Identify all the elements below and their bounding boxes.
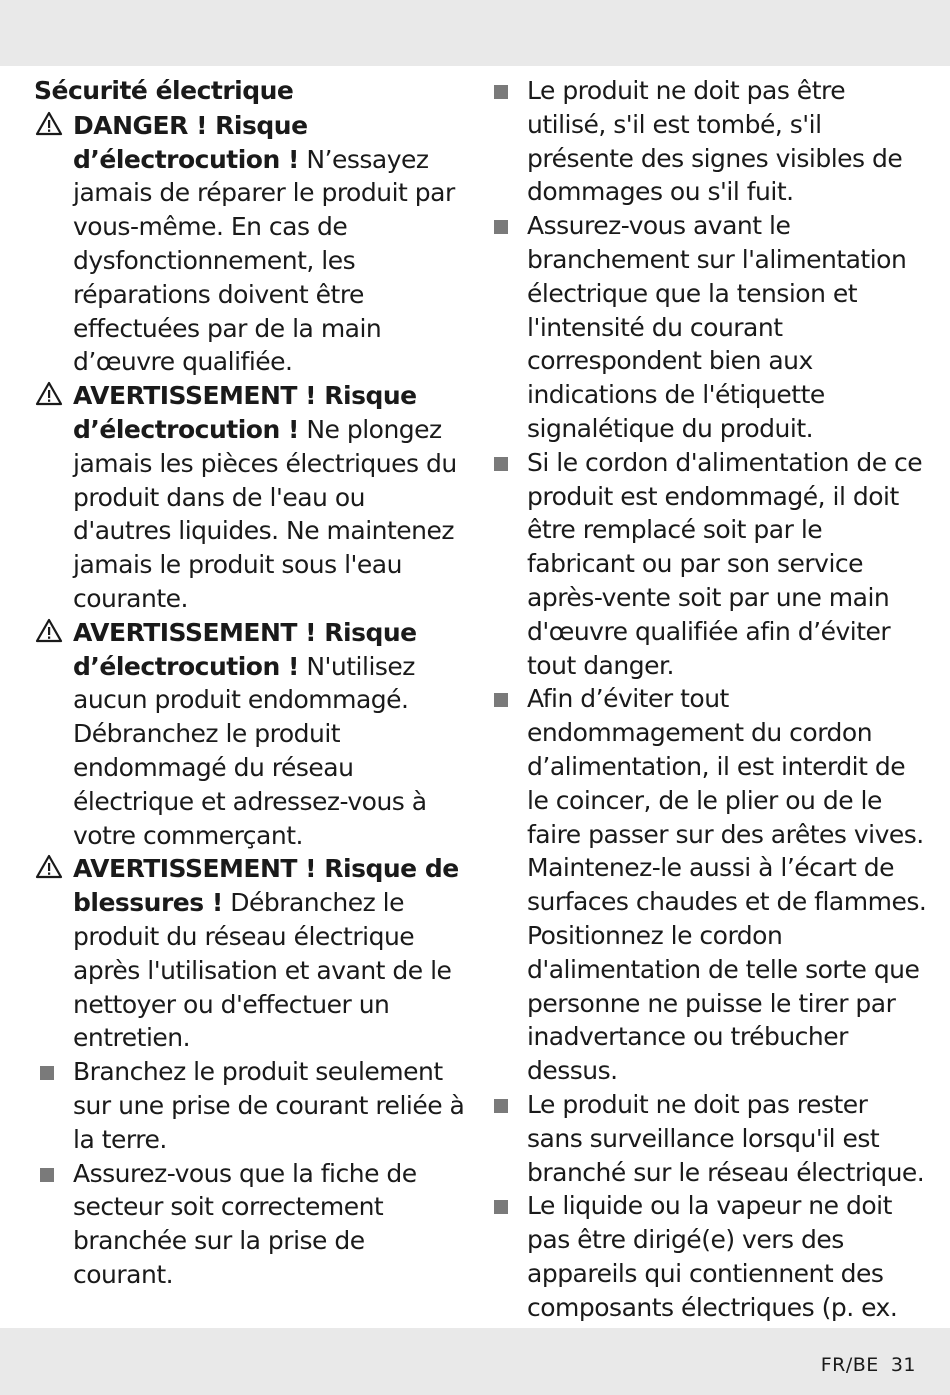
- warning-label: AVERTISSEMENT ! Risque de blessures !: [73, 854, 459, 918]
- bullet-item: [488, 74, 928, 209]
- bullet-text: Si le cordon d'alimentation de ce produit est endommagé, il doit être remplacé soit par le fabricant ou par son service après-vente soit par une main d'œuvre qualifiée afin d’éviter tout danger.: [527, 447, 923, 680]
- warning-text: [73, 618, 427, 850]
- left-column: [34, 74, 466, 1292]
- warning-text: [73, 111, 455, 377]
- warning-label: AVERTISSEMENT ! Risque d’électrocution !: [73, 617, 417, 681]
- bullet-text: Le liquide ou la vapeur ne doit pas être dirigé(e) vers des appareils qui contiennent des composants électriques (p. ex.: [527, 1191, 898, 1322]
- warning-item: [34, 852, 466, 1055]
- square-bullet-icon: [494, 1099, 508, 1113]
- bullet-item: [488, 1088, 928, 1189]
- square-bullet-icon: [494, 1200, 508, 1214]
- square-bullet-icon: [494, 693, 508, 707]
- warning-label: AVERTISSEMENT ! Risque d’électrocution !: [73, 381, 417, 444]
- bullet-item: [488, 682, 928, 1088]
- square-bullet-icon: [494, 85, 508, 99]
- warning-triangle-icon: [34, 616, 68, 649]
- warning-item: [34, 109, 466, 379]
- right-column: [488, 74, 928, 1358]
- bullet-text: Branchez le produit seulement sur une prise de courant reliée à la terre.: [73, 1057, 465, 1154]
- bullet-text: Assurez-vous avant le branchement sur l'alimentation électrique que la tension et l'intensité du courant correspondent bien aux indications de l'étiquette signalétique du produit.: [527, 211, 907, 443]
- top-band: [0, 0, 950, 66]
- warning-body: N’essayez jamais de réparer le produit par vous-même. En cas de dysfonctionnement, les réparations doivent être effectuées par de la main d’œuvre qualifiée.: [73, 144, 455, 377]
- section-heading: Sécurité électrique: [34, 76, 294, 105]
- bullet-text: Assurez-vous que la fiche de secteur soit correctement branchée sur la prise de courant.: [73, 1158, 417, 1289]
- square-bullet-icon: [40, 1168, 54, 1182]
- warning-item: [34, 616, 466, 853]
- square-bullet-icon: [40, 1066, 54, 1080]
- warning-body: N'utilisez aucun produit endommagé. Débranchez le produit endommagé du réseau électrique et adressez-vous à votre commerçant.: [73, 651, 427, 850]
- warning-triangle-icon: [34, 109, 68, 142]
- footer-locale: FR/BE: [820, 1354, 879, 1376]
- bullet-item: [488, 446, 928, 683]
- bullet-text: Afin d’éviter tout endommagement du cordon d’alimentation, il est interdit de le coincer, de le plier ou de le faire passer sur des arêtes vives. Maintenez-le aussi à l’écart de surfaces chaudes et de flammes. Positionnez le cordon d'alimentation de telle sorte que personne ne puisse le tirer par inadvertance ou trébucher dessus.: [527, 684, 927, 1086]
- warning-triangle-icon: [34, 852, 68, 885]
- warning-body: Ne plongez jamais les pièces électriques du produit dans de l'eau ou d'autres liquides. Ne maintenez jamais le produit sous l'eau courante.: [73, 414, 457, 613]
- warning-body: Débranchez le produit du réseau électrique après l'utilisation et avant de le nettoyer ou d'effectuer un entretien.: [73, 888, 452, 1053]
- bullet-item: [34, 1157, 466, 1292]
- warning-item: [34, 379, 466, 616]
- square-bullet-icon: [494, 220, 508, 234]
- bullet-text: Le produit ne doit pas être utilisé, s'il est tombé, s'il présente des signes visibles de dommages ou s'il fuit.: [527, 76, 903, 207]
- square-bullet-icon: [494, 457, 508, 471]
- warning-label: DANGER ! Risque d’électrocution !: [73, 110, 308, 174]
- bullet-item: [34, 1055, 466, 1156]
- page-footer: [821, 1354, 916, 1376]
- bottom-band: [0, 1328, 950, 1395]
- warning-triangle-icon: [34, 379, 68, 412]
- warning-text: [73, 854, 459, 1052]
- warning-text: [73, 381, 457, 613]
- bullet-text: Le produit ne doit pas rester sans surveillance lorsqu'il est branché sur le réseau électrique.: [527, 1089, 925, 1187]
- page-number: 31: [890, 1354, 916, 1376]
- bullet-item: [488, 209, 928, 446]
